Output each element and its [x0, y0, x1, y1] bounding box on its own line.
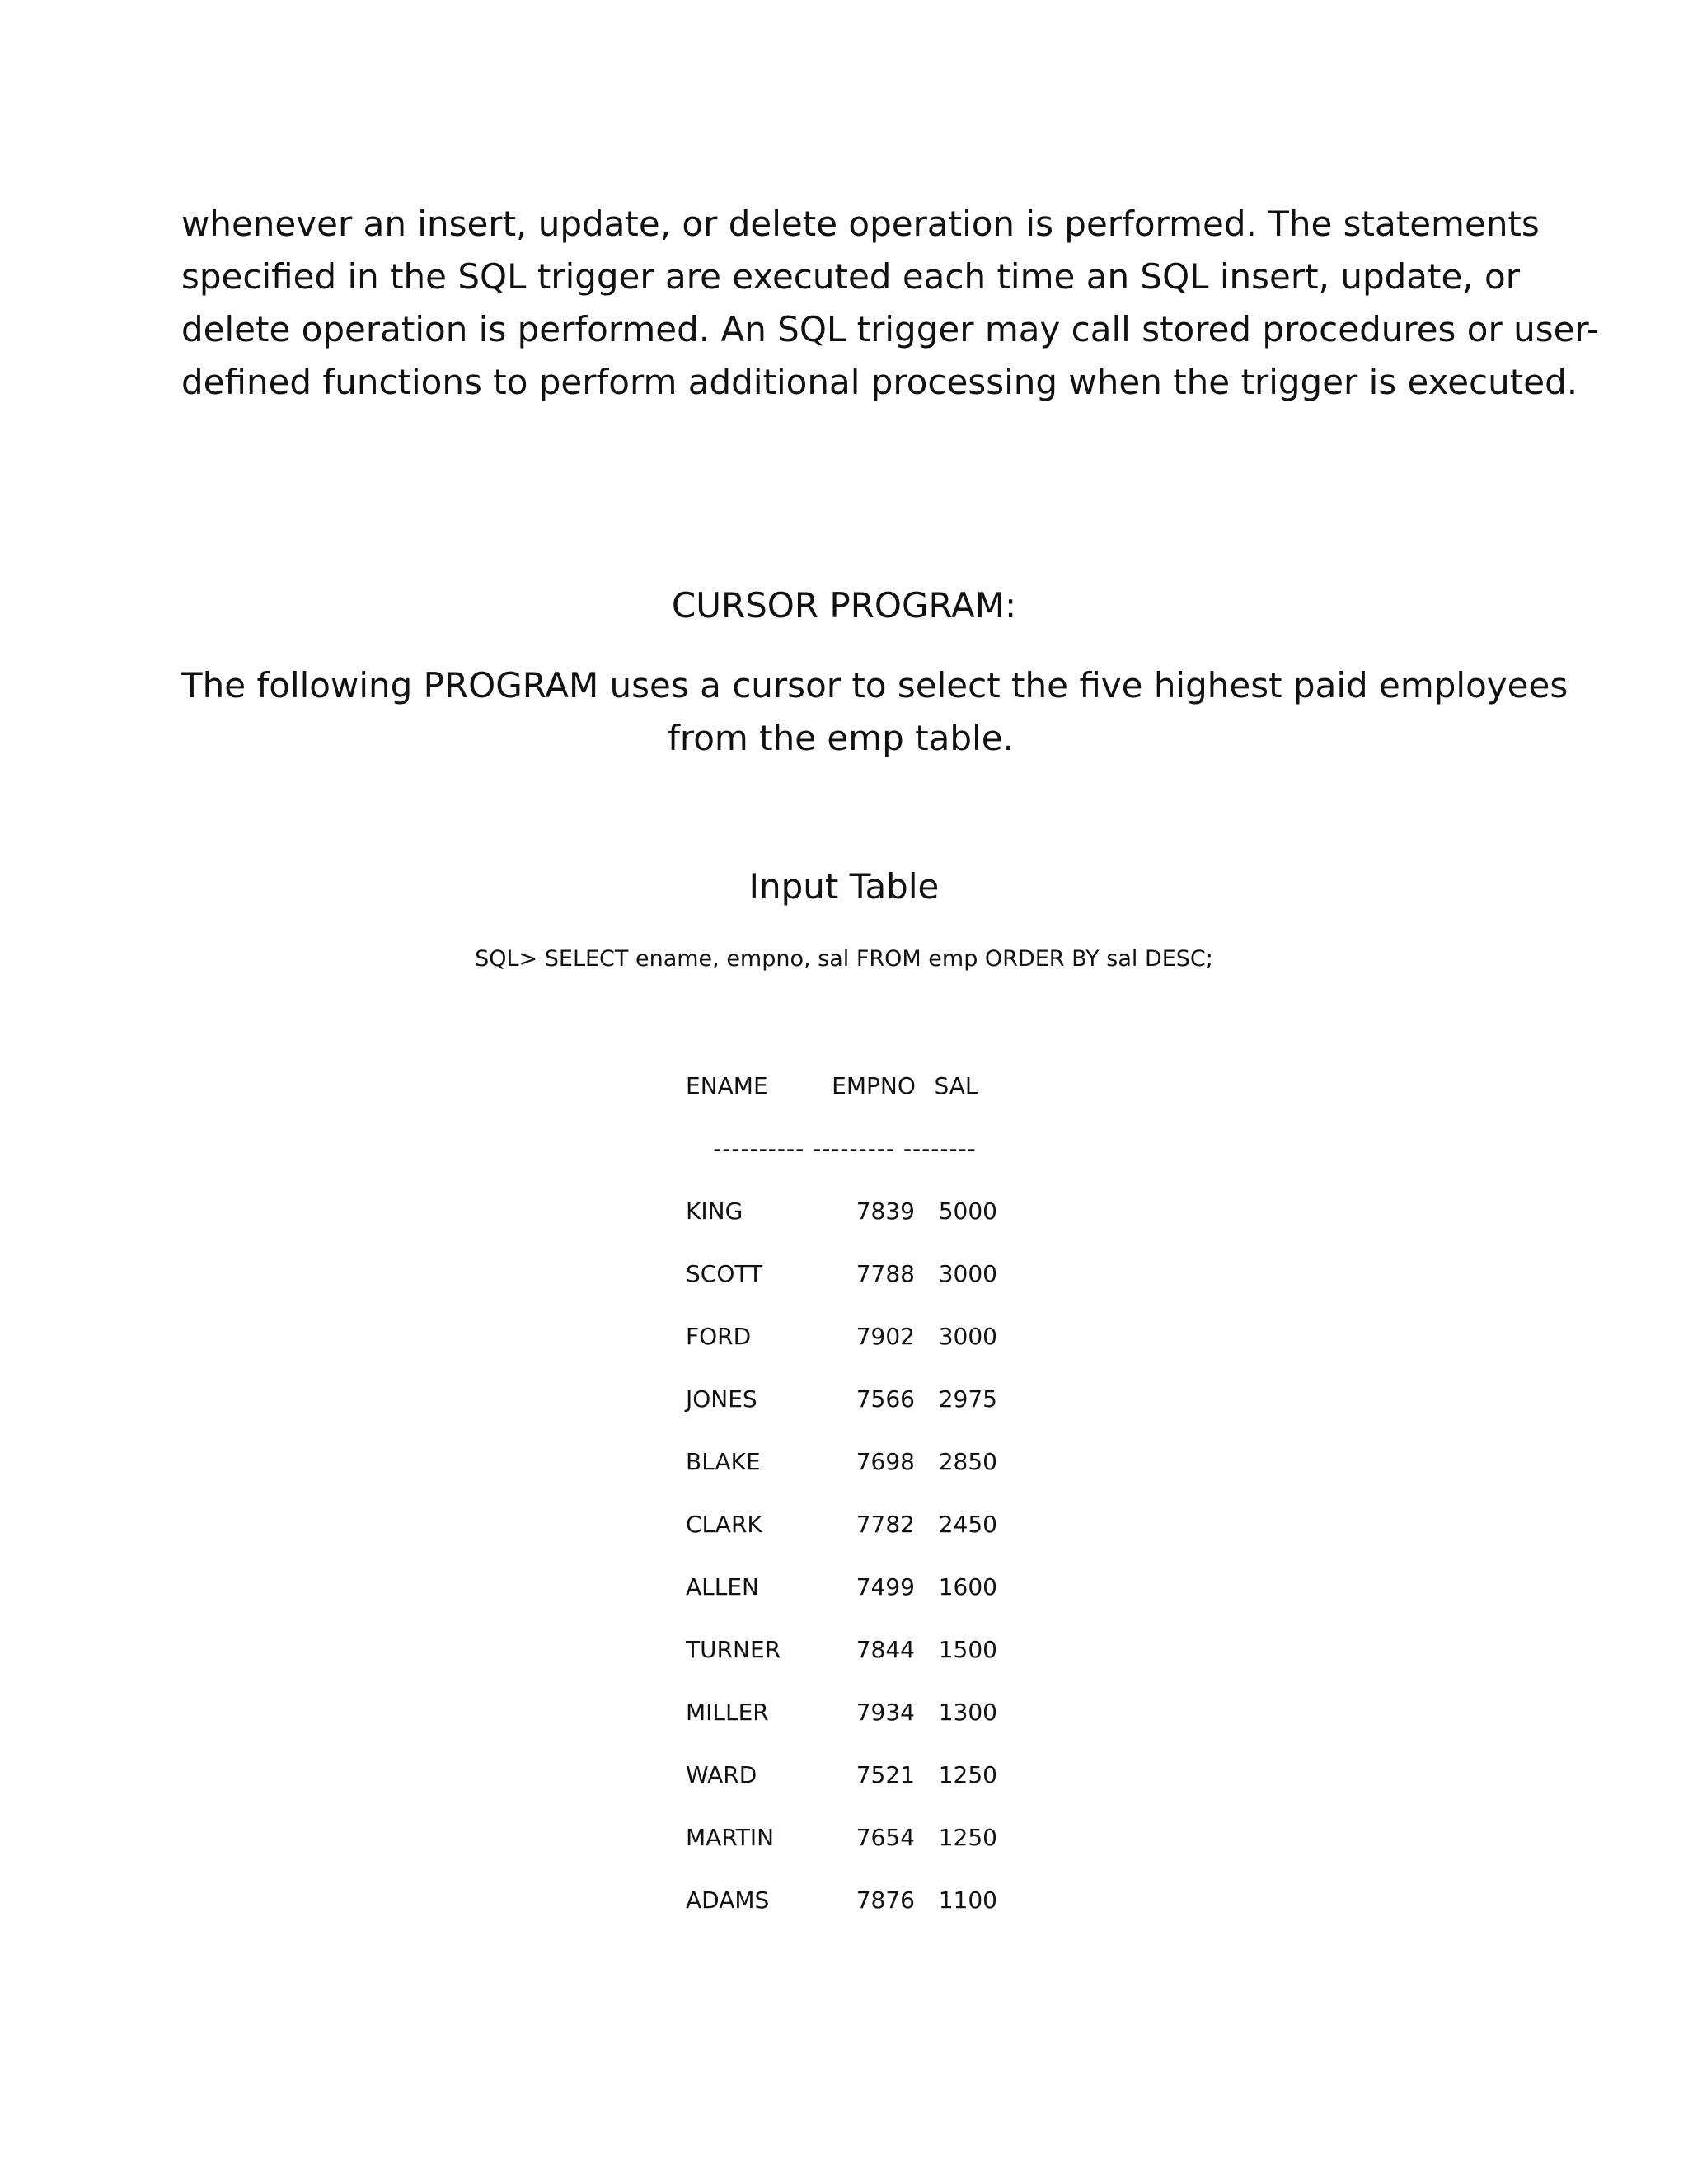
- header-ename: ENAME: [686, 1072, 768, 1099]
- sal-cell: 2450: [938, 1511, 997, 1538]
- table-header-row: [676, 1071, 1022, 1134]
- ename-cell: KING: [686, 1197, 743, 1225]
- sal-cell: 3000: [938, 1260, 997, 1287]
- sql-query: SQL> SELECT ename, empno, sal FROM emp ORDER BY sal DESC;: [475, 946, 1213, 972]
- sal-cell: 2850: [938, 1448, 997, 1475]
- ename-cell: ADAMS: [686, 1886, 770, 1914]
- description-line-2: from the emp table.: [668, 718, 1014, 758]
- table-row: [676, 1510, 1022, 1572]
- table-row: [676, 1322, 1022, 1385]
- intro-line-1: whenever an insert, update, or delete operation is performed. The statements: [181, 204, 1540, 244]
- empno-cell: 7654: [856, 1824, 915, 1851]
- sal-cell: 1600: [938, 1573, 997, 1601]
- ename-cell: ALLEN: [686, 1573, 759, 1601]
- table-row: [676, 1698, 1022, 1760]
- empno-cell: 7934: [856, 1699, 915, 1726]
- ename-cell: TURNER: [686, 1636, 781, 1663]
- sal-cell: 1250: [938, 1761, 997, 1788]
- cursor-program-heading: CURSOR PROGRAM:: [671, 585, 1017, 626]
- sal-cell: 3000: [938, 1323, 997, 1350]
- empno-cell: 7521: [856, 1761, 915, 1788]
- header-empno: EMPNO: [832, 1072, 916, 1099]
- employee-table: [676, 1071, 1022, 1948]
- intro-line-3: delete operation is performed. An SQL trigger may call stored procedures or user-: [181, 309, 1600, 349]
- ename-cell: JONES: [686, 1385, 757, 1413]
- table-row: [676, 1823, 1022, 1886]
- table-row: [676, 1197, 1022, 1259]
- table-row: [676, 1635, 1022, 1698]
- sal-cell: 5000: [938, 1197, 997, 1225]
- table-row: [676, 1886, 1022, 1948]
- empno-cell: 7844: [856, 1636, 915, 1663]
- description-line-1: The following PROGRAM uses a cursor to select the five highest paid employees: [181, 665, 1568, 705]
- ename-cell: MARTIN: [686, 1824, 775, 1851]
- empno-cell: 7876: [856, 1886, 915, 1914]
- ename-cell: WARD: [686, 1761, 757, 1788]
- empno-cell: 7499: [856, 1573, 915, 1601]
- intro-paragraph: [181, 198, 1600, 409]
- empno-cell: 7698: [856, 1448, 915, 1475]
- intro-line-4: defined functions to perform additional processing when the trigger is executed.: [181, 362, 1578, 402]
- input-table-heading: Input Table: [748, 866, 940, 907]
- sal-cell: 2975: [938, 1385, 997, 1413]
- table-row: [676, 1760, 1022, 1823]
- sal-cell: 1300: [938, 1699, 997, 1726]
- ename-cell: FORD: [686, 1323, 752, 1350]
- ename-cell: CLARK: [686, 1511, 762, 1538]
- sal-cell: 1250: [938, 1824, 997, 1851]
- table-row: [676, 1259, 1022, 1322]
- table-row: [676, 1447, 1022, 1510]
- table-body: [676, 1197, 1022, 1948]
- intro-line-2: specified in the SQL trigger are executed each time an SQL insert, update, or: [181, 256, 1520, 297]
- sal-cell: 1500: [938, 1636, 997, 1663]
- empno-cell: 7902: [856, 1323, 915, 1350]
- table-separator-row: [676, 1134, 1022, 1197]
- cursor-program-description: [181, 659, 1568, 765]
- sal-cell: 1100: [938, 1886, 997, 1914]
- table-row: [676, 1572, 1022, 1635]
- ename-cell: BLAKE: [686, 1448, 761, 1475]
- empno-cell: 7782: [856, 1511, 915, 1538]
- empno-cell: 7839: [856, 1197, 915, 1225]
- header-sal: SAL: [934, 1072, 978, 1099]
- ename-cell: MILLER: [686, 1699, 769, 1726]
- ename-cell: SCOTT: [686, 1260, 763, 1287]
- table-row: [676, 1385, 1022, 1447]
- table-separator: ---------- --------- --------: [713, 1135, 977, 1162]
- empno-cell: 7788: [856, 1260, 915, 1287]
- empno-cell: 7566: [856, 1385, 915, 1413]
